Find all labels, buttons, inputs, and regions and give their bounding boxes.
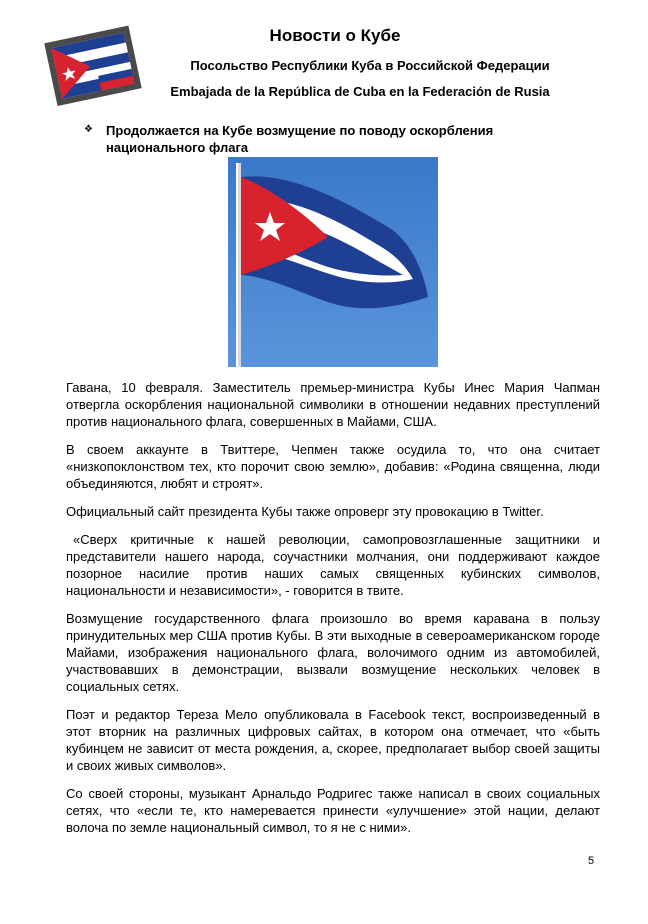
paragraph: Поэт и редактор Тереза Мело опубликовала в Facebook текст, воспроизведенный в этот вторник на различных цифровых сайтах, в котором она отмечает, что «быть кубинцем не зависит от места рождения, а, скорее, предполагает выбор своей защиты и своих живых символов». <box>66 707 600 773</box>
article-body <box>66 379 600 847</box>
paragraph: Возмущение государственного флага произошло во время каравана в пользу принудительных мер США против Кубы. В эти выходные в североамериканском городе Майами, изображения национального флага, волочимого одним из автомобилей, участвовавших в демонстрации, вызвали возмущение нескольких человек в социальных сетях. <box>66 611 600 694</box>
bullet-icon: ❖ <box>84 124 93 135</box>
page-number: 5 <box>588 855 595 867</box>
embassy-name-spanish: Embajada de la República de Cuba en la Federación de Rusia <box>170 84 550 99</box>
article-headline: Продолжается на Кубе возмущение по поводу оскорбления национального флага <box>106 123 494 155</box>
paragraph: В своем аккаунте в Твиттере, Чепмен также осудила то, что она считает «низкопоклонством тех, кто порочит свою землю», добавив: «Родина священна, люди объединяются, любят и строят». <box>66 442 600 491</box>
paragraph: Официальный сайт президента Кубы также опроверг эту провокацию в Twitter. <box>66 504 544 519</box>
paragraph: «Сверх критичные к нашей революции, самопровозглашенные защитники и представители нашего народа, соучастники молчания, они поддерживают каждое позорное насилие против наших самых священных кубинских символов, национальности и независимости», - говорится в твите. <box>66 532 600 598</box>
cuban-flag-photo-icon <box>228 157 438 367</box>
embassy-name-russian: Посольство Республики Куба в Российской Федерации <box>190 58 550 73</box>
paragraph: Со своей стороны, музыкант Арнальдо Родригес также написал в своих социальных сетях, что «если те, кто намеревается принести «улучшение» этой нации, делают волоча по земле национальный символ, то я не с ними». <box>66 786 600 835</box>
paragraph: Гавана, 10 февраля. Заместитель премьер-министра Кубы Инес Мария Чапман отвергла оскорбления национальной символики в отношении недавних преступлений против национального флага, совершенных в Майами, США. <box>66 380 600 429</box>
page-title: Новости о Кубе <box>269 26 401 45</box>
